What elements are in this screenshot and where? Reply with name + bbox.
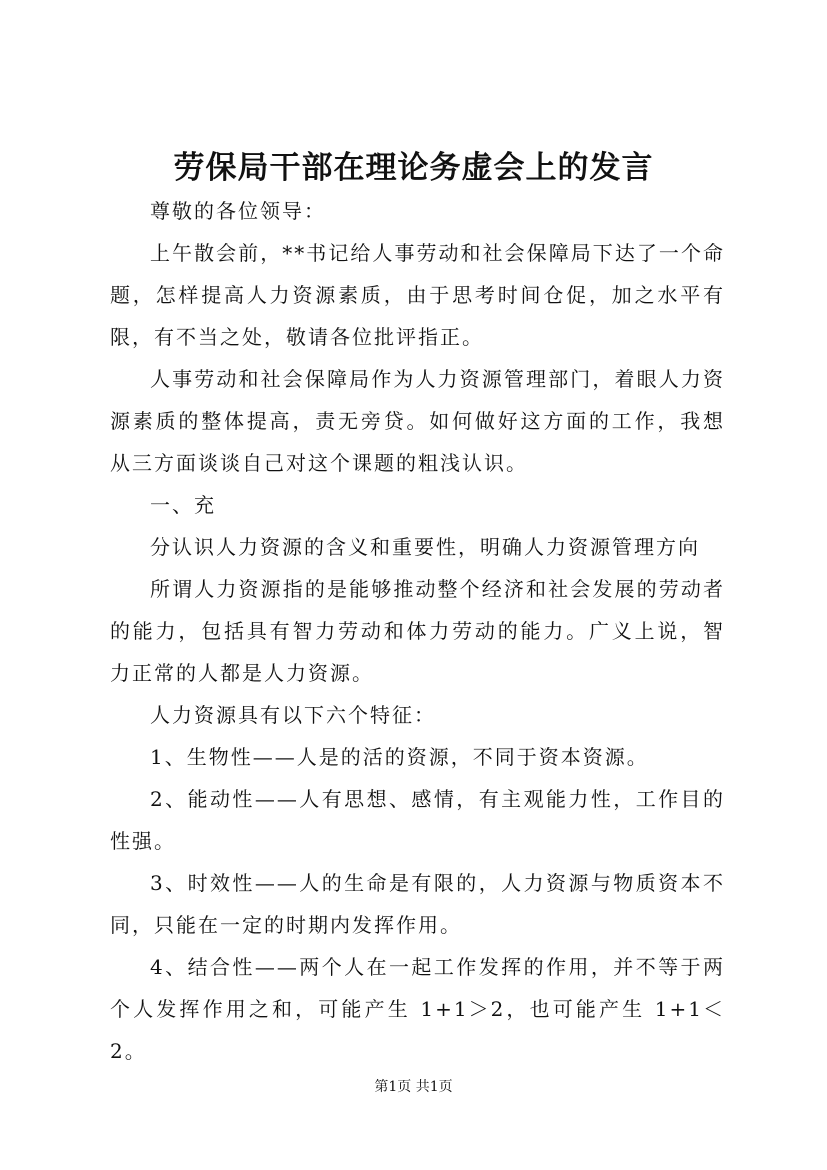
paragraph-role: 人事劳动和社会保障局作为人力资源管理部门，着眼人力资源素质的整体提高，责无旁贷。如何做好这方面的工作，我想从三方面谈谈自己对这个课题的粗浅认识。	[110, 367, 725, 475]
list-item-feature-4: 4、结合性——两个人在一起工作发挥的作用，并不等于两个人发挥作用之和，可能产生 1+1＞2，也可能产生 1+1＜2。	[110, 955, 725, 1063]
paragraph-salutation: 尊敬的各位领导：	[150, 199, 326, 223]
page-number-footer: 第1页 共1页	[374, 1079, 453, 1095]
paragraph-features-intro: 人力资源具有以下六个特征：	[150, 703, 436, 727]
paragraph-intro: 上午散会前，**书记给人事劳动和社会保障局下达了一个命题，怎样提高人力资源素质，由于思考时间仓促，加之水平有限，有不当之处，敬请各位批评指正。	[110, 241, 725, 349]
section-heading-one: 一、充	[150, 493, 216, 517]
list-item-feature-1: 1、生物性——人是的活的资源，不同于资本资源。	[150, 745, 649, 769]
document-body	[110, 190, 725, 1072]
section-heading-continued: 分认识人力资源的含义和重要性，明确人力资源管理方向	[150, 535, 700, 559]
list-item-feature-2: 2、能动性——人有思想、感情，有主观能力性，工作目的性强。	[110, 787, 725, 853]
document-title: 劳保局干部在理论务虚会上的发言	[173, 150, 654, 186]
paragraph-definition: 所谓人力资源指的是能够推动整个经济和社会发展的劳动者的能力，包括具有智力劳动和体力劳动的能力。广义上说，智力正常的人都是人力资源。	[110, 577, 725, 685]
list-item-feature-3: 3、时效性——人的生命是有限的，人力资源与物质资本不同，只能在一定的时期内发挥作用。	[110, 871, 725, 937]
